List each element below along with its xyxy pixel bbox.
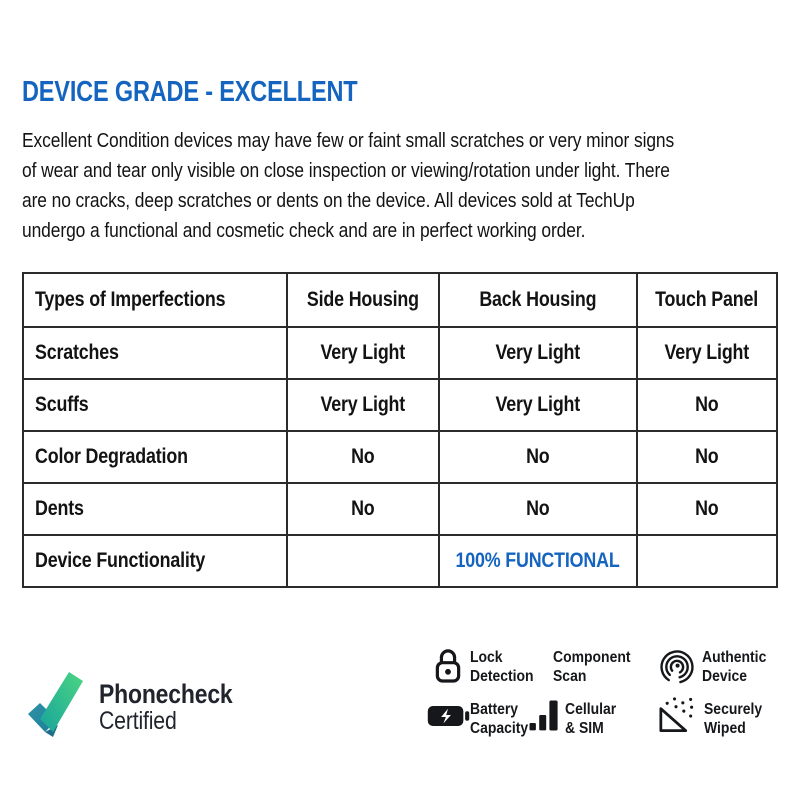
value-cell: No: [439, 431, 637, 483]
brand-name: Phonecheck: [99, 679, 233, 709]
value-cell: Very Light: [637, 327, 777, 379]
value-cell: Very Light: [439, 379, 637, 431]
value-cell: No: [637, 483, 777, 535]
feature-label-battery-capacity: Battery Capacity: [470, 701, 529, 737]
value-cell: No: [287, 431, 439, 483]
brand-subtitle: Certified: [99, 707, 177, 735]
column-header-back-housing: Back Housing: [439, 273, 637, 327]
value-cell: Very Light: [287, 379, 439, 431]
row-label-cell: Dents: [23, 483, 287, 535]
column-header-side-housing: Side Housing: [287, 273, 439, 327]
column-header-types: Types of Imperfections: [23, 273, 287, 327]
value-cell: Very Light: [439, 327, 637, 379]
fingerprint-icon: [656, 644, 698, 689]
feature-label-securely-wiped: Securely Wiped: [704, 701, 763, 737]
wipe-icon: [653, 695, 698, 738]
description-line: undergo a functional and cosmetic check and are in perfect working order.: [22, 220, 586, 242]
table-row-device-functionality: [23, 535, 777, 587]
feature-label-authentic-device: Authentic Device: [702, 649, 767, 685]
lock-icon: [432, 645, 464, 686]
description-line: are no cracks, deep scratches or dents on the device. All devices sold at TechUp: [22, 190, 635, 212]
value-cell: Very Light: [287, 327, 439, 379]
value-cell: No: [637, 431, 777, 483]
feature-label-component-scan: Component Scan: [553, 649, 631, 685]
column-header-touch-panel: Touch Panel: [637, 273, 777, 327]
value-cell: No: [439, 483, 637, 535]
page-title: [22, 76, 436, 108]
battery-icon: [427, 703, 470, 729]
feature-label-lock-detection: Lock Detection: [470, 649, 534, 685]
description-line: Excellent Condition devices may have few or faint small scratches or very minor signs: [22, 130, 675, 152]
page-title-text: DEVICE GRADE - EXCELLENT: [22, 76, 358, 108]
table-row-scuffs: [23, 379, 777, 431]
row-label-cell: Color Degradation: [23, 431, 287, 483]
functional-status-cell: 100% FUNCTIONAL: [439, 535, 637, 587]
table-row-color-degradation: [23, 431, 777, 483]
phonecheck-brand: [99, 680, 256, 734]
row-label-cell: Scuffs: [23, 379, 287, 431]
signal-bars-icon: [529, 699, 559, 732]
value-cell: [637, 535, 777, 587]
phonecheck-checkmark-icon: [28, 669, 85, 740]
table-header-row: [23, 273, 777, 327]
value-cell: [287, 535, 439, 587]
table-row-scratches: [23, 327, 777, 379]
description-line: of wear and tear only visible on close inspection or viewing/rotation under light. There: [22, 160, 670, 182]
value-cell: No: [287, 483, 439, 535]
value-cell: No: [637, 379, 777, 431]
imperfections-table: [22, 272, 778, 588]
condition-description: [22, 126, 792, 246]
table-row-dents: [23, 483, 777, 535]
row-label-cell: Device Functionality: [23, 535, 287, 587]
row-label-cell: Scratches: [23, 327, 287, 379]
feature-label-cellular-sim: Cellular & SIM: [565, 701, 617, 737]
